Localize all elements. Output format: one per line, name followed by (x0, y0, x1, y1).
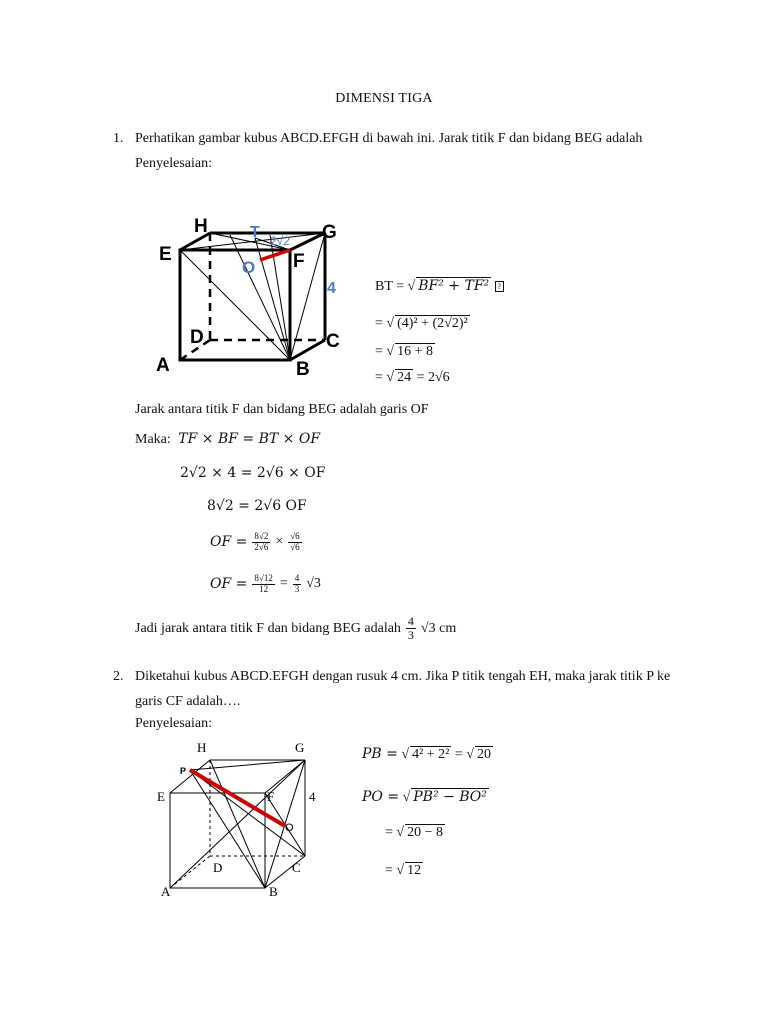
q2-label-F: F (267, 789, 275, 804)
page-title: DIMENSI TIGA (335, 91, 433, 106)
q1-label-E: E (159, 244, 172, 265)
q1-bt-step2: = √ (4)² + (2√2)² (375, 316, 468, 331)
q1-label-A: A (156, 355, 170, 376)
q1-conclusion-num: 4 (407, 614, 414, 628)
q2-cube-figure (155, 738, 330, 903)
q2-label-H: H (197, 740, 207, 755)
q2-label-C: C (292, 860, 301, 875)
q1-maka-expr: TF × BF = BT × OF (178, 431, 321, 447)
q2-po-step2-expr: 20 − 8 (407, 825, 443, 840)
q1-step3-frac1-den: 2√6 (254, 541, 269, 552)
q1-bt-step4-expr: 24 (397, 370, 412, 385)
q1-bt-step2-expr: (4)² + (2√2)² (397, 316, 468, 331)
q1-step2: 8√2 = 2√6 OF (207, 498, 307, 514)
q1-maka-line (135, 431, 320, 448)
q2-pb-result: 20 (476, 747, 491, 762)
q2-po-expr: PB² − BO² (413, 789, 487, 805)
q1-step4-frac2-num: 4 (294, 573, 300, 583)
q1-bt-step4: = √ 24 = 2√6 (375, 370, 450, 385)
q1-label-F: F (293, 251, 305, 272)
q1-step3-frac2-den: √6 (290, 541, 300, 552)
q1-step4-lhs: OF = (210, 576, 248, 593)
q2-line-PG (190, 760, 305, 770)
q1-step4-frac2-den: 3 (294, 583, 300, 594)
q2-line-PB (190, 770, 265, 888)
q2-edge-AD (170, 856, 210, 888)
q1-solution-label: Penyelesaian: (135, 156, 212, 171)
q2-label-O: O (285, 822, 294, 834)
q1-label-tf: 2√2 (270, 234, 290, 248)
q1-maka-label: Maka: (135, 432, 171, 447)
q2-line-PC (190, 770, 305, 856)
q1-bt-step3: = √ 16 + 8 (375, 344, 433, 359)
q1-bt-box: ? (495, 281, 504, 292)
q1-step4-frac1-den: 12 (259, 583, 269, 594)
q1-label-edge: 4 (327, 280, 336, 297)
q2-label-G: G (295, 740, 305, 755)
q2-pb-line: PB = √ 4² + 2² = √ 20 (362, 746, 491, 762)
q2-label-D: D (213, 860, 223, 875)
q1-step1: 2√2 × 4 = 2√6 × OF (180, 465, 326, 481)
q1-bt-step3-expr: 16 + 8 (397, 344, 433, 359)
q1-label-D: D (190, 327, 204, 348)
q1-line-of: Jarak antara titik F dan bidang BEG adalah garis OF (135, 402, 429, 417)
q2-number: 2. (113, 669, 124, 684)
q1-bt-expr: BF² + TF² (418, 278, 490, 294)
q2-po-line: PO = √ PB² − BO² (362, 789, 487, 805)
q1-conclusion (135, 615, 456, 642)
q2-label-E: E (157, 789, 165, 804)
q2-solution-label: Penyelesaian: (135, 716, 212, 731)
q2-label-P: P (180, 766, 187, 776)
q1-label-H: H (194, 216, 208, 237)
q2-question-line1: Diketahui kubus ABCD.EFGH dengan rusuk 4 cm. Jika P titik tengah EH, maka jarak titik P ke (135, 669, 671, 684)
q1-cube-figure (150, 205, 350, 380)
q1-bt-step4-result: 2√6 (428, 370, 450, 385)
q1-step3-frac2-num: √6 (290, 531, 300, 541)
q1-step3-lhs: OF = (210, 534, 248, 551)
q1-conclusion-tail: √3 cm (420, 620, 457, 636)
q1-step4-tail: √3 (306, 576, 321, 592)
q1-label-G: G (322, 222, 337, 243)
q2-label-A: A (161, 884, 171, 899)
q2-po-step2: = √ 20 − 8 (385, 825, 443, 840)
q2-pb-lhs: PB = (362, 746, 398, 762)
q1-step4: OF = $\frac{8√12}{12}$ = $\frac{4}{3}$ √3 (210, 573, 321, 594)
q2-po-step3-expr: 12 (407, 863, 422, 878)
q1-label-O: O (242, 258, 256, 277)
q2-pb-expr: 4² + 2² (412, 747, 450, 762)
q1-conclusion-text: Jadi jarak antara titik F dan bidang BEG adalah (135, 620, 401, 636)
q2-label-edge: 4 (309, 789, 316, 804)
q1-label-T: T (250, 224, 260, 241)
q1-number: 1. (113, 131, 124, 146)
q1-bt-line: BT = √ BF² + TF² ? (375, 277, 504, 295)
q2-po-lhs: PO = (362, 789, 400, 805)
q2-question-line2: garis CF adalah…. (135, 694, 241, 709)
q1-conclusion-den: 3 (407, 628, 414, 643)
q2-po-step3: = √ 12 (385, 863, 422, 878)
q1-step4-frac1-num: 8√12 (254, 573, 273, 583)
q2-label-B: B (269, 884, 278, 899)
q1-label-C: C (326, 331, 340, 352)
q1-step3-frac1-num: 8√2 (254, 531, 269, 541)
q1-bt-label: BT = (375, 279, 405, 294)
q1-step3: OF = $\frac{8√2}{2√6}$ × $\frac{√6}{√6}$ (210, 531, 300, 552)
q1-label-B: B (296, 359, 310, 380)
q1-edge-BC (290, 340, 325, 360)
q1-question: Perhatikan gambar kubus ABCD.EFGH di bawah ini. Jarak titik F dan bidang BEG adalah (135, 131, 643, 146)
